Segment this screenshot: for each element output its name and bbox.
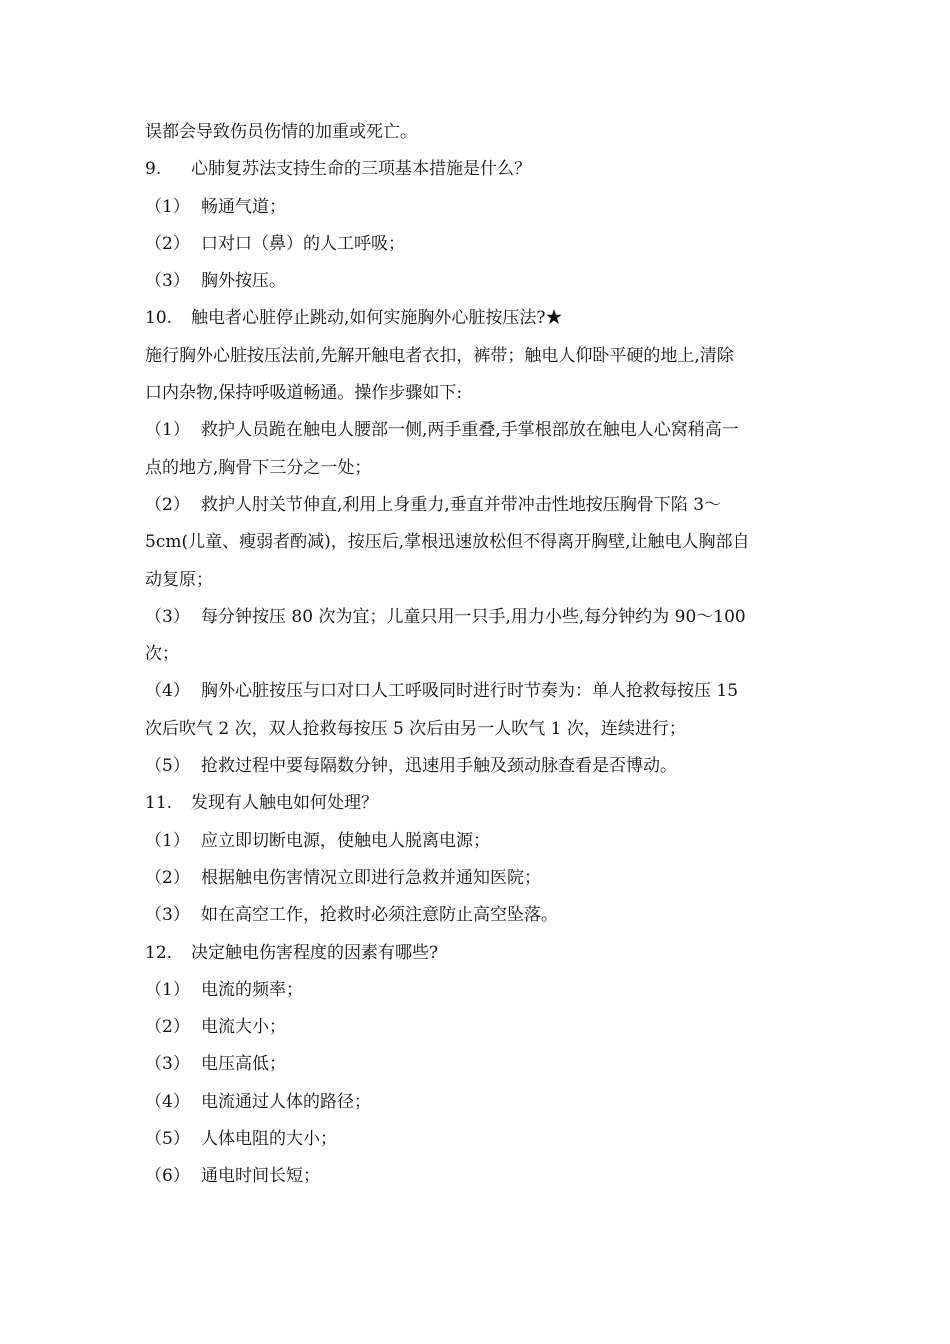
- question-number: 10.: [145, 308, 173, 329]
- list-item-text: 胸外按压。: [201, 271, 286, 292]
- list-item-index: （5）: [145, 1129, 190, 1150]
- list-item-index: （3）: [145, 271, 190, 292]
- list-item-text: 每分钟按压 80 次为宜；儿童只用一只手,用力小些,每分钟约为 90～100: [201, 606, 746, 627]
- list-item-index: （1）: [145, 196, 190, 217]
- list-item-index: （2）: [145, 233, 190, 254]
- list-item-index: （6）: [145, 1166, 190, 1187]
- list-item-text: 救护人肘关节伸直,利用上身重力,垂直并带冲击性地按压胸骨下陷 3～: [201, 494, 722, 515]
- list-item-index: （3）: [145, 905, 190, 926]
- list-item-text: 救护人员跪在触电人腰部一侧,两手重叠,手掌根部放在触电人心窝稍高一: [201, 420, 739, 441]
- list-item-text: 电流的频率；: [201, 979, 303, 1000]
- question-line: [145, 935, 810, 972]
- paragraph-line: 动复原；: [145, 569, 213, 590]
- list-item: [145, 1084, 810, 1121]
- list-item-text: 口对口（鼻）的人工呼吸；: [201, 233, 405, 254]
- list-item-text: 根据触电伤害情况立即进行急救并通知医院；: [201, 867, 541, 888]
- question-line: [145, 151, 810, 188]
- list-item: [145, 748, 810, 785]
- list-item-index: （2）: [145, 867, 190, 888]
- paragraph-line: 次；: [145, 644, 179, 665]
- question-line: [145, 785, 810, 822]
- list-item: [145, 412, 810, 449]
- list-item: [145, 1009, 810, 1046]
- list-item-index: （1）: [145, 420, 190, 441]
- list-item-index: （2）: [145, 494, 190, 515]
- list-item: [145, 823, 810, 860]
- list-item: [145, 189, 810, 226]
- list-item-text: 通电时间长短；: [201, 1166, 320, 1187]
- list-item: [145, 673, 810, 710]
- paragraph-line: 误都会导致伤员伤情的加重或死亡。: [145, 122, 417, 142]
- list-item-index: （4）: [145, 1091, 190, 1112]
- question-number: 11.: [145, 793, 173, 814]
- list-item: [145, 487, 810, 524]
- list-item: [145, 1158, 810, 1195]
- list-item: [145, 1046, 810, 1083]
- document-body: [145, 114, 810, 1196]
- list-item-index: （3）: [145, 1054, 190, 1075]
- paragraph-line: 施行胸外心脏按压法前,先解开触电者衣扣，裤带；触电人仰卧平硬的地上,清除: [145, 345, 734, 366]
- question-text: 决定触电伤害程度的因素有哪些?: [191, 942, 439, 963]
- list-item-text: 电压高低；: [201, 1054, 286, 1075]
- list-item-text: 电流大小；: [201, 1017, 286, 1038]
- question-text: 触电者心脏停止跳动,如何实施胸外心脏按压法?★: [191, 308, 563, 329]
- question-text: 心肺复苏法支持生命的三项基本措施是什么？: [191, 159, 531, 180]
- question-number: 12.: [145, 942, 173, 963]
- list-item-text: 畅通气道；: [201, 196, 286, 217]
- list-item: [145, 263, 810, 300]
- list-item-index: （1）: [145, 979, 190, 1000]
- list-item-index: （3）: [145, 606, 190, 627]
- question-text: 发现有人触电如何处理？: [191, 793, 378, 814]
- paragraph-line: 点的地方,胸骨下三分之一处；: [145, 457, 372, 478]
- list-item-text: 如在高空工作，抢救时必须注意防止高空坠落。: [201, 905, 558, 926]
- question-line: [145, 300, 810, 337]
- list-item: [145, 860, 810, 897]
- list-item-index: （2）: [145, 1017, 190, 1038]
- list-item-text: 电流通过人体的路径；: [201, 1091, 371, 1112]
- list-item: [145, 972, 810, 1009]
- list-item: [145, 1121, 810, 1158]
- question-number: 9.: [145, 159, 162, 180]
- list-item: [145, 897, 810, 934]
- list-item-text: 人体电阻的大小；: [201, 1129, 337, 1150]
- list-item-index: （1）: [145, 830, 190, 851]
- list-item: [145, 599, 810, 636]
- list-item-index: （5）: [145, 756, 190, 777]
- list-item-index: （4）: [145, 681, 190, 702]
- paragraph-line: 次后吹气 2 次，双人抢救每按压 5 次后由另一人吹气 1 次，连续进行；: [145, 718, 686, 739]
- list-item-text: 胸外心脏按压与口对口人工呼吸同时进行时节奏为：单人抢救每按压 15: [201, 681, 739, 702]
- list-item-text: 抢救过程中要每隔数分钟，迅速用手触及颈动脉查看是否博动。: [201, 756, 677, 777]
- list-item-text: 应立即切断电源，使触电人脱离电源；: [201, 830, 490, 851]
- paragraph-line: 口内杂物,保持呼吸道畅通。操作步骤如下:: [145, 383, 463, 404]
- paragraph-line: 5cm(儿童、瘦弱者酌减)，按压后,掌根迅速放松但不得离开胸壁,让触电人胸部自: [145, 532, 750, 553]
- list-item: [145, 226, 810, 263]
